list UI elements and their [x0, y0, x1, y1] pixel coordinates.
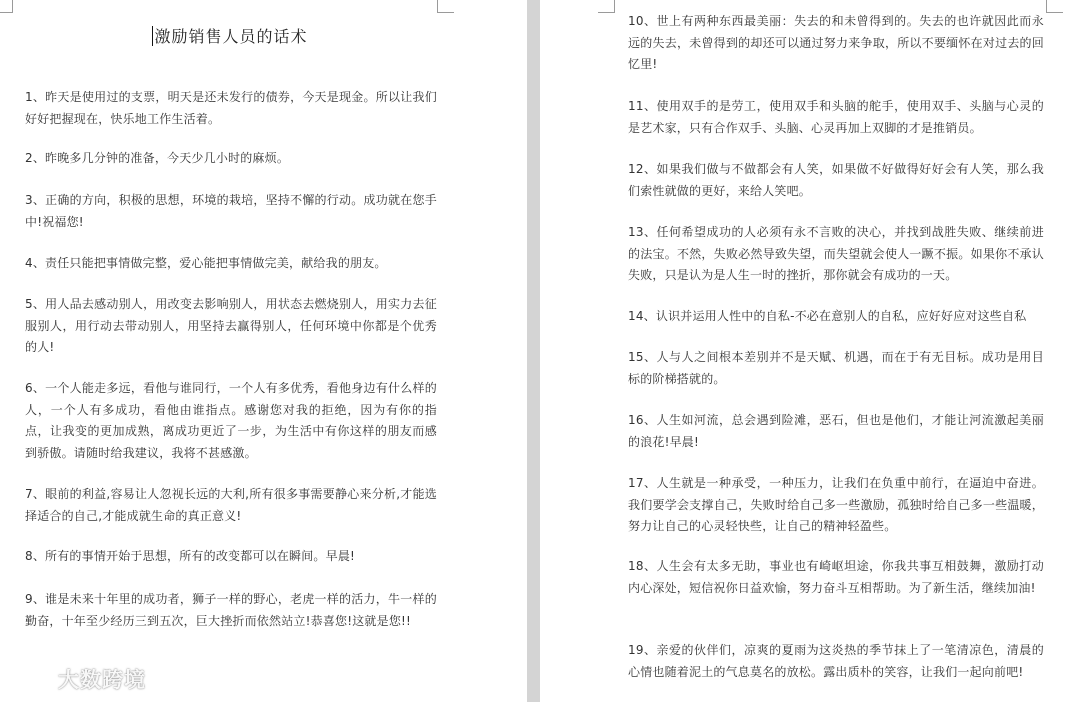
watermark-text: 大数跨境	[58, 668, 146, 692]
paragraph-10: 10、世上有两种东西最美丽：失去的和未曾得到的。失去的也许就因此而永远的失去，未曾得到的却还可以通过努力来争取，所以不要缅怀在对过去的回忆里!	[628, 14, 1044, 71]
crop-mark-top-left	[0, 0, 13, 13]
paragraph-19: 19、亲爱的伙伴们，凉爽的夏雨为这炎热的季节抹上了一笔清凉色，清晨的心情也随着泥土的气息莫名的放松。露出质朴的笑容，让我们一起向前吧!	[628, 643, 1044, 679]
document-title[interactable]	[0, 24, 460, 47]
paragraph-14: 14、认识并运用人性中的自私-不必在意别人的自私，应好好应对这些自私	[628, 309, 1027, 323]
paragraph-16: 16、人生如河流，总会遇到险滩，恶石，但也是他们，才能让河流激起美丽的浪花!早晨!	[628, 413, 1044, 449]
paragraph-12: 12、如果我们做与不做都会有人笑，如果做不好做得好好会有人笑，那么我们索性就做的更好，来给人笑吧。	[628, 162, 1044, 198]
paragraph-8: 8、所有的事情开始于思想，所有的改变都可以在瞬间。早晨!	[25, 549, 356, 563]
document-title-text: 激励销售人员的话术	[154, 27, 308, 46]
paragraph-2: 2、昨晚多几分钟的准备，今天少几小时的麻烦。	[25, 151, 290, 165]
crop-mark-top-left	[598, 0, 615, 13]
paragraph-3: 3、正确的方向，积极的思想，环境的栽培，坚持不懈的行动。成功就在您手中!祝福您!	[25, 193, 437, 229]
paragraph-1: 1、昨天是使用过的支票，明天是还未发行的债券，今天是现金。所以让我们好好把握现在，快乐地工作生活着。	[25, 90, 437, 126]
paragraph-15: 15、人与人之间根本差别并不是天赋、机遇，而在于有无目标。成功是用目标的阶梯搭就的。	[628, 350, 1044, 386]
crop-mark-top-right	[437, 0, 454, 13]
paragraph-6: 6、一个人能走多远，看他与谁同行，一个人有多优秀，看他身边有什么样的人，一个人有多成功，看他由谁指点。感谢您对我的拒绝，因为有你的指点，让我变的更加成熟，离成功更近了一步，为生活中有你这样的朋友而感到骄傲。请随时给我建议，我将不甚感激。	[25, 381, 437, 460]
document-page-left	[0, 0, 527, 702]
watermark-logo-icon	[10, 665, 52, 693]
document-page-right	[540, 0, 1080, 702]
paragraph-5: 5、用人品去感动别人，用改变去影响别人，用状态去燃烧别人，用实力去征服别人，用行动去带动别人，用坚持去赢得别人，任何环境中你都是个优秀的人!	[25, 297, 437, 354]
page-gutter	[527, 0, 540, 702]
watermark	[10, 664, 146, 694]
paragraph-4: 4、责任只能把事情做完整，爱心能把事情做完美，献给我的朋友。	[25, 256, 387, 270]
paragraph-9: 9、谁是未来十年里的成功者，狮子一样的野心，老虎一样的活力，牛一样的勤奋，十年至少经历三到五次，巨大挫折而依然站立!恭喜您!这就是您!!	[25, 592, 437, 628]
paragraph-17: 17、人生就是一种承受，一种压力，让我们在负重中前行，在逼迫中奋进。我们要学会支撑自己，失败时给自己多一些激励，孤独时给自己多一些温暖，努力让自己的心灵轻快些，让自己的精神轻盈些。	[628, 476, 1044, 533]
paragraph-7: 7、眼前的利益,容易让人忽视长远的大利,所有很多事需要静心来分析,才能选择适合的自己,才能成就生命的真正意义!	[25, 487, 437, 523]
paragraph-18: 18、人生会有太多无助，事业也有崎岖坦途，你我共事互相鼓舞，激励打动内心深处，短信祝你日益欢愉，努力奋斗互相帮助。为了新生活，继续加油!	[628, 559, 1044, 595]
crop-mark-top-right	[1046, 0, 1063, 13]
paragraph-13: 13、任何希望成功的人必须有永不言败的决心，并找到战胜失败、继续前进的法宝。不然，失败必然导致失望，而失望就会使人一蹶不振。如果你不承认失败，只是认为是人生一时的挫折，那你就会有成功的一天。	[628, 225, 1044, 282]
paragraph-11: 11、使用双手的是劳工，使用双手和头脑的舵手，使用双手、头脑与心灵的是艺术家，只有合作双手、头脑、心灵再加上双脚的才是推销员。	[628, 99, 1044, 135]
